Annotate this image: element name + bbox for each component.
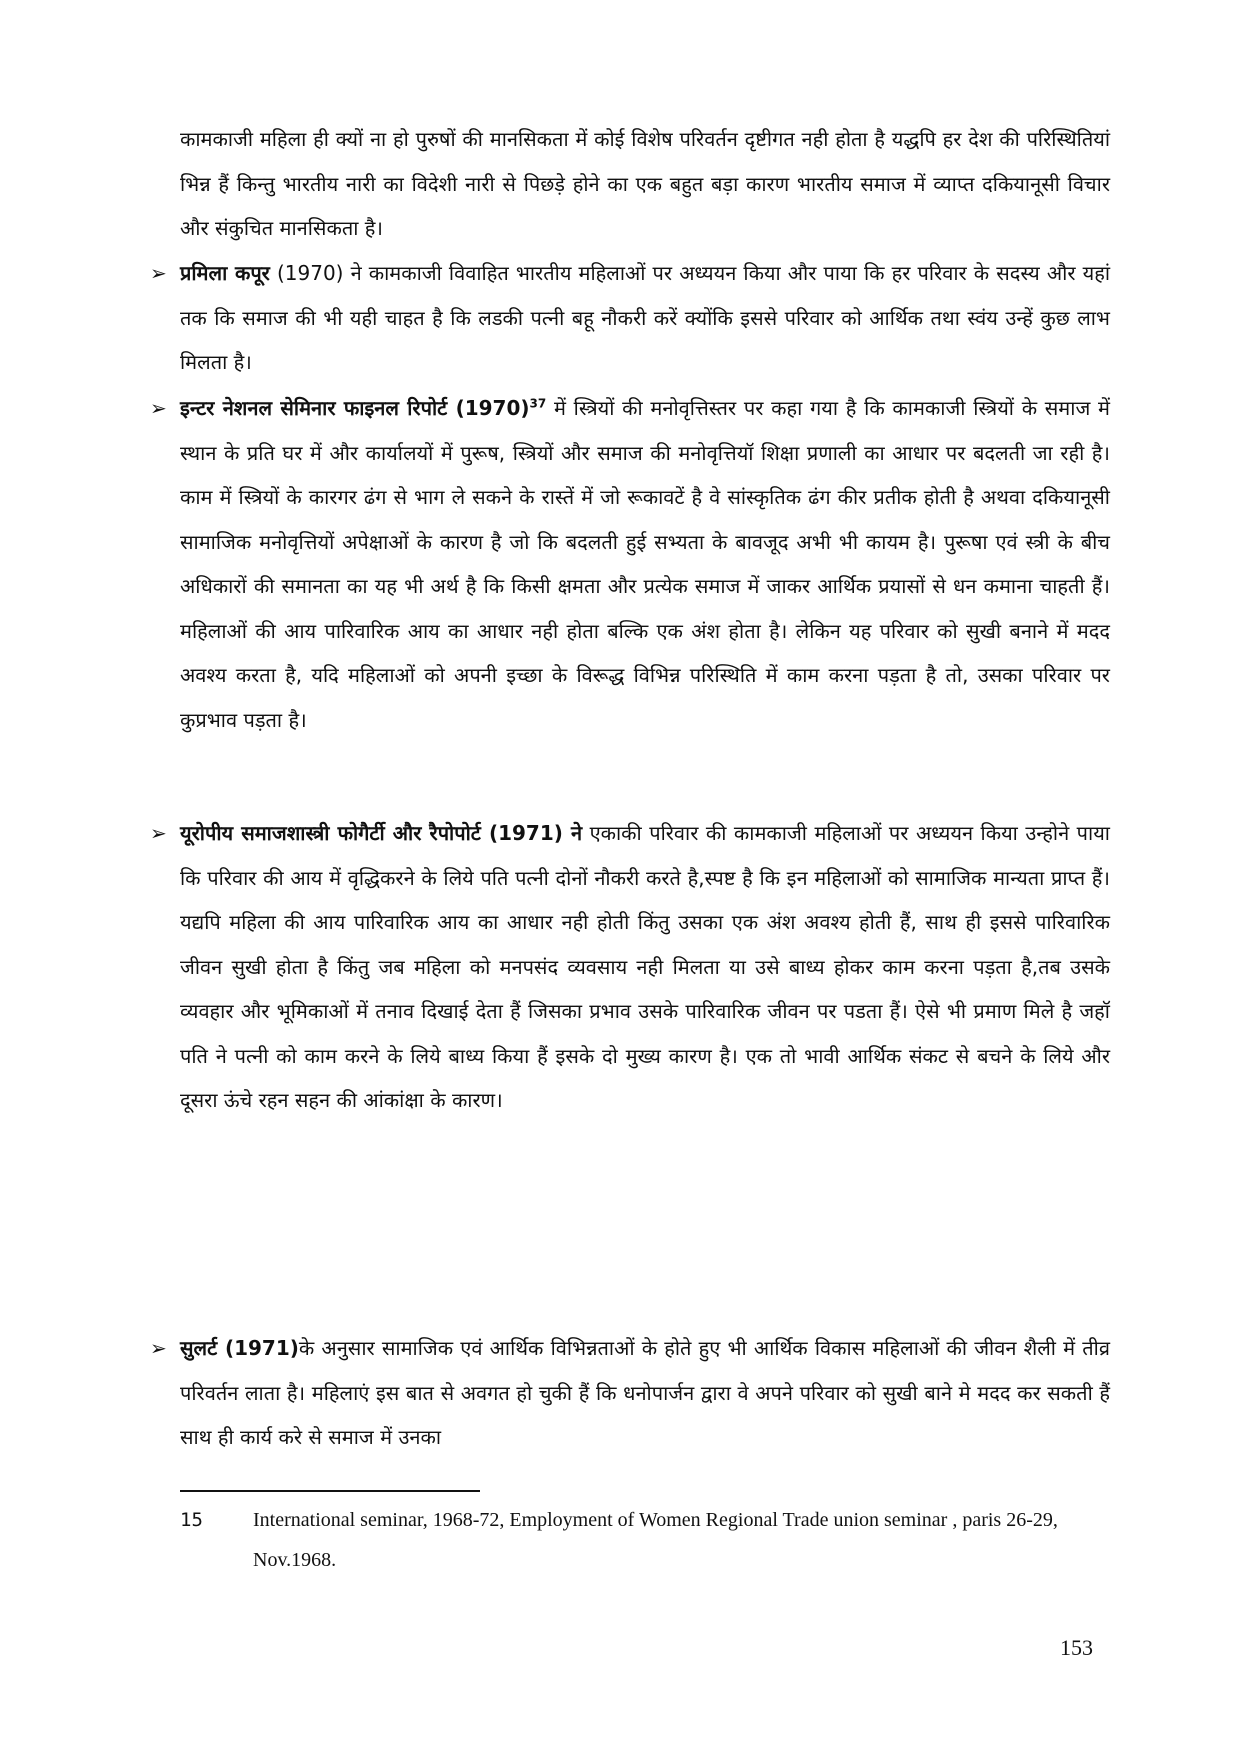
bullet-text: (1970) ने कामकाजी विवाहित भारतीय महिलाओं पर अध्ययन किया और पाया कि हर परिवार के सदस्य और यहां तक कि समाज की भी यही चाहत है कि लडकी पत्नी बहू नौकरी करें क्योंकि इससे परिवार को आर्थिक तथा स्वंय उन्हें कुछ लाभ मिलता है। — [180, 261, 1110, 374]
bullet-item-sullerot — [150, 1326, 1110, 1460]
intro-paragraph: कामकाजी महिला ही क्यों ना हो पुरुषों की मानसिकता में कोई विशेष परिवर्तन दृष्टीगत नही होता है यद्धपि हर देश की परिस्थितियां भिन्न हैं किन्तु भारतीय नारी का विदेशी नारी से पिछड़े होने का एक बहुत बड़ा कारण भारतीय समाज में व्याप्त दकियानूसी विचार और संकुचित मानसिकता है। — [180, 127, 1110, 240]
footnote — [180, 1500, 1110, 1580]
bullet-text: के अनुसार सामाजिक एवं आर्थिक विभिन्नताओं के होते हुए भी आर्थिक विकास महिलाओं की जीवन शैली में तीव्र परिवर्तन लाता है। महिलाएं इस बात से अवगत हो चुकी हैं कि धनोपार्जन द्वारा वे अपने परिवार को सुखी बाने मे मदद कर सकती हैं साथ ही कार्य करे से समाज में उनका — [180, 1336, 1110, 1449]
footnote-number: 15 — [180, 1509, 203, 1531]
bullet-heading: इन्टर नेशनल सेमिनार फाइनल रिपोर्ट (1970) — [180, 396, 530, 420]
arrow-bullet-icon: ➢ — [150, 396, 167, 420]
bullet-item-international-seminar — [150, 386, 1110, 742]
bullet-item-pramila-kapoor — [150, 251, 1110, 385]
bullet-item-fogarty-rapoport — [150, 811, 1110, 1123]
arrow-bullet-icon: ➢ — [150, 261, 167, 285]
footnote-divider — [180, 1490, 480, 1492]
bullet-heading: सुलर्ट (1971) — [180, 1336, 299, 1360]
footnote-text: International seminar, 1968-72, Employment of Women Regional Trade union seminar , paris 26-29, Nov.1968. — [253, 1509, 1058, 1571]
bullet-heading: यूरोपीय समाजशास्त्री फोगैर्टी और रैपोपोर्ट (1971) ने — [180, 821, 583, 845]
page-number: 153 — [1060, 1635, 1093, 1660]
bullet-heading: प्रमिला कपूर — [180, 261, 270, 285]
arrow-bullet-icon: ➢ — [150, 1336, 167, 1360]
bullet-text: में स्त्रियों की मनोवृत्तिस्तर पर कहा गया है कि कामकाजी स्त्रियों के समाज में स्थान के प्रति घर में और कार्यालयों में पुरूष, स्त्रियों और समाज की मनोवृत्तियॉ शिक्षा प्रणाली का आधार पर बदलती जा रही है। काम में स्त्रियों के कारगर ढंग से भाग ले सकने के रास्तें में जो रूकावटें है वे सांस्कृतिक ढंग कीर प्रतीक होती है अथवा दकियानूसी सामाजिक मनोवृत्तियों अपेक्षाओं के कारण है जो कि बदलती हुई सभ्यता के बावजूद अभी भी कायम है। पुरूषा एवं स्त्री के बीच अधिकारों की समानता का यह भी अर्थ है कि किसी क्षमता और प्रत्येक समाज में जाकर आर्थिक प्रयासों से धन कमाना चाहती हैं। महिलाओं की आय पारिवारिक आय का आधार नही होता बल्कि एक अंश होता है। लेकिन यह परिवार को सुखी बनाने में मदद अवश्य करता है, यदि महिलाओं को अपनी इच्छा के विरूद्ध विभिन्न परिस्थिति में काम करना पड़ता है तो, उसका परिवार पर कुप्रभाव पड़ता है। — [180, 396, 1110, 732]
citation-superscript: 37 — [529, 396, 547, 411]
arrow-bullet-icon: ➢ — [150, 821, 167, 845]
bullet-text: एकाकी परिवार की कामकाजी महिलाओं पर अध्ययन किया उन्होने पाया कि परिवार की आय में वृद्धिकरने के लिये पति पत्नी दोनों नौकरी करते है,स्पष्ट है कि इन महिलाओं को सामाजिक मान्यता प्राप्त हैं। यद्यपि महिला की आय पारिवारिक आय का आधार नही होती किंतु उसका एक अंश अवश्य होती हैं, साथ ही इससे पारिवारिक जीवन सुखी होता है किंतु जब महिला को मनपसंद व्यवसाय नही मिलता या उसे बाध्य होकर काम करना पड़ता है,तब उसके व्यवहार और भूमिकाओं में तनाव दिखाई देता हैं जिसका प्रभाव उसके पारिवारिक जीवन पर पडता हैं। ऐसे भी प्रमाण मिले है जहॉ पति ने पत्नी को काम करने के लिये बाध्य किया हैं इसके दो मुख्य कारण है। एक तो भावी आर्थिक संकट से बचने के लिये और दूसरा ऊंचे रहन सहन की आंकांक्षा के कारण। — [180, 821, 1110, 1112]
